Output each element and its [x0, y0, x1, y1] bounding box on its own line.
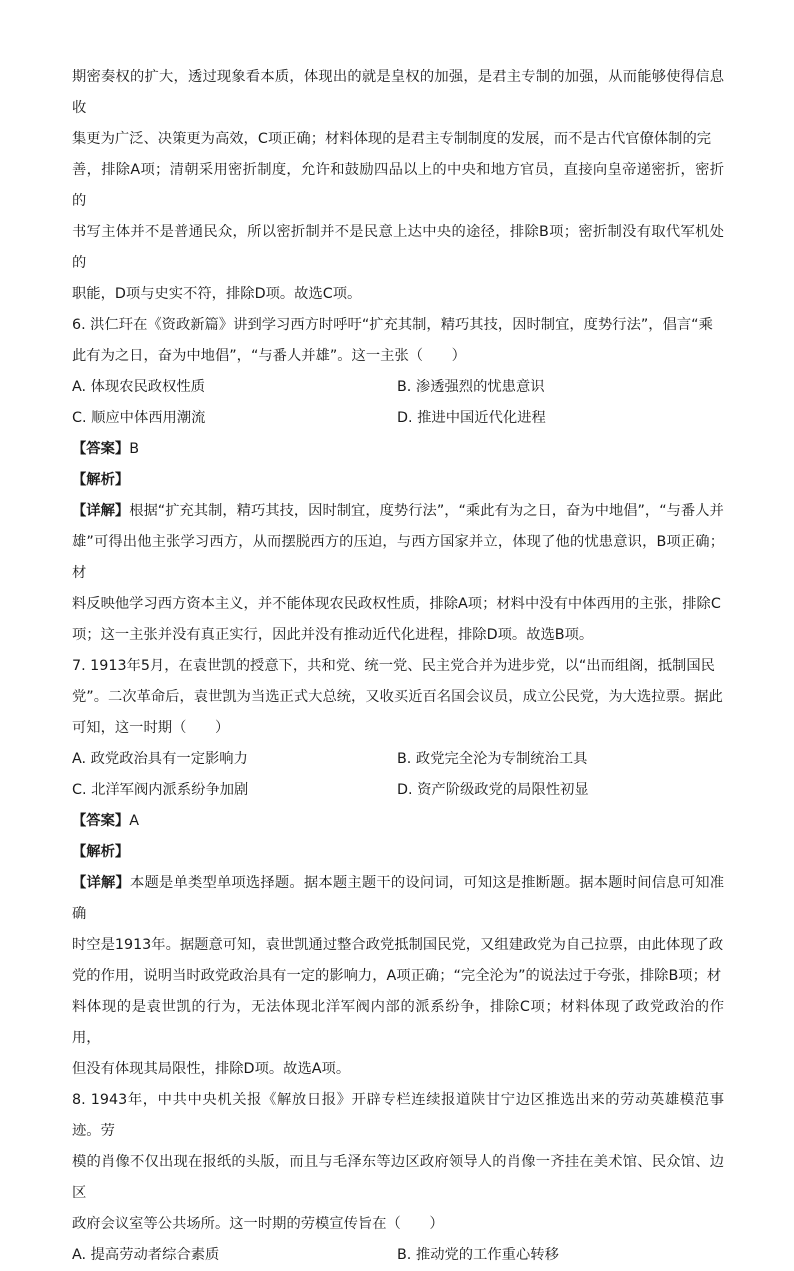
text-line: 职能，D项与史实不符，排除D项。故选C项。 — [72, 286, 362, 302]
detail-line: 雄”可得出他主张学习西方，从而摆脱西方的压迫，与西方国家并立，体现了他的忧患意识，B项正确；材 — [72, 534, 724, 581]
detail-line: 但没有体现其局限性，排除D项。故选A项。 — [72, 1061, 351, 1077]
option-c: C. 顺应中体西用潮流 — [72, 410, 206, 426]
text-line: 期密奏权的扩大，透过现象看本质，体现出的就是皇权的加强，是君主专制的加强，从而能够使得信息收 — [72, 69, 724, 116]
question-6-options-row — [72, 403, 724, 434]
option-a: A. 体现农民政权性质 — [72, 379, 205, 395]
detail-line: 【详解】本题是单类型单项选择题。据本题主题干的设问词，可知这是推断题。据本题时间信息可知准确 — [72, 875, 725, 922]
text-line: 书写主体并不是普通民众，所以密折制并不是民意上达中央的途径，排除B项；密折制没有取代军机处的 — [72, 224, 724, 271]
option-a: A. 提高劳动者综合素质 — [72, 1247, 220, 1263]
detail-line: 党的作用，说明当时政党政治具有一定的影响力，A项正确；“完全沦为”的说法过于夸张，排除B项；材 — [72, 968, 722, 984]
question-7-stem: 党”。二次革命后，袁世凯为当选正式大总统，又收买近百名国会议员，成立公民党，为大选拉票。据此 — [72, 689, 723, 705]
analysis-heading: 【解析】 — [72, 844, 130, 860]
question-7-options-row — [72, 744, 724, 775]
document-page — [72, 62, 724, 1271]
question-7-stem: 7. 1913年5月，在袁世凯的授意下，共和党、统一党、民主党合并为进步党，以“出而组阁，抵制国民 — [72, 658, 715, 674]
question-8-stem: 政府会议室等公共场所。这一时期的劳模宣传旨在（ ） — [72, 1216, 444, 1232]
option-d: D. 资产阶级政党的局限性初显 — [397, 782, 589, 798]
detail-line: 时空是1913年。据题意可知，袁世凯通过整合政党抵制国民党，又组建政党为自己拉票，由此体现了政 — [72, 937, 724, 953]
question-7-options-row — [72, 775, 724, 806]
question-6-options-row — [72, 372, 724, 403]
answer-value: A — [129, 813, 139, 829]
option-b: B. 政党完全沦为专制统治工具 — [397, 751, 588, 767]
option-a: A. 政党政治具有一定影响力 — [72, 751, 248, 767]
answer-value: B — [129, 441, 139, 457]
detail-line: 料反映他学习西方资本主义，并不能体现农民政权性质，排除A项；材料中没有中体西用的主张，排除C — [72, 596, 721, 612]
text-line: 善，排除A项；清朝采用密折制度，允许和鼓励四品以上的中央和地方官员，直接向皇帝递密折，密折的 — [72, 162, 724, 209]
answer-line — [72, 434, 724, 465]
question-6-stem: 6. 洪仁玕在《资政新篇》讲到学习西方时呼吁“扩充其制，精巧其技，因时制宜，度势行法”，倡言“乘 — [72, 317, 713, 333]
option-c: C. 北洋军阀内派系纷争加剧 — [72, 782, 249, 798]
detail-tag: 【详解】 — [72, 503, 130, 519]
detail-line: 【详解】根据“扩充其制，精巧其技，因时制宜，度势行法”，“乘此有为之日，奋为中地倡”，“与番人并 — [72, 503, 724, 519]
answer-tag: 【答案】 — [72, 441, 130, 457]
question-7-stem: 可知，这一时期（ ） — [72, 720, 230, 736]
answer-tag: 【答案】 — [72, 813, 130, 829]
analysis-heading: 【解析】 — [72, 472, 130, 488]
detail-line: 料体现的是袁世凯的行为，无法体现北洋军阀内部的派系纷争，排除C项；材料体现了政党政治的作用， — [72, 999, 724, 1046]
answer-line — [72, 806, 724, 837]
question-8-stem: 模的肖像不仅出现在报纸的头版，而且与毛泽东等边区政府领导人的肖像一齐挂在美术馆、民众馆、边区 — [72, 1154, 724, 1201]
option-d: D. 推进中国近代化进程 — [397, 410, 546, 426]
text-line: 集更为广泛、决策更为高效，C项正确；材料体现的是君主专制制度的发展，而不是古代官僚体制的完 — [72, 131, 712, 147]
question-6-stem: 此有为之日，奋为中地倡”，“与番人并雄”。这一主张（ ） — [72, 348, 466, 364]
option-b: B. 渗透强烈的忧患意识 — [397, 379, 545, 395]
question-8-options-row — [72, 1240, 724, 1271]
question-8-stem: 8. 1943年，中共中央机关报《解放日报》开辟专栏连续报道陕甘宁边区推选出来的劳动英雄模范事迹。劳 — [72, 1092, 724, 1139]
detail-line: 项；这一主张并没有真正实行，因此并没有推动近代化进程，排除D项。故选B项。 — [72, 627, 594, 643]
detail-tag: 【详解】 — [72, 875, 130, 891]
option-b: B. 推动党的工作重心转移 — [397, 1247, 559, 1263]
